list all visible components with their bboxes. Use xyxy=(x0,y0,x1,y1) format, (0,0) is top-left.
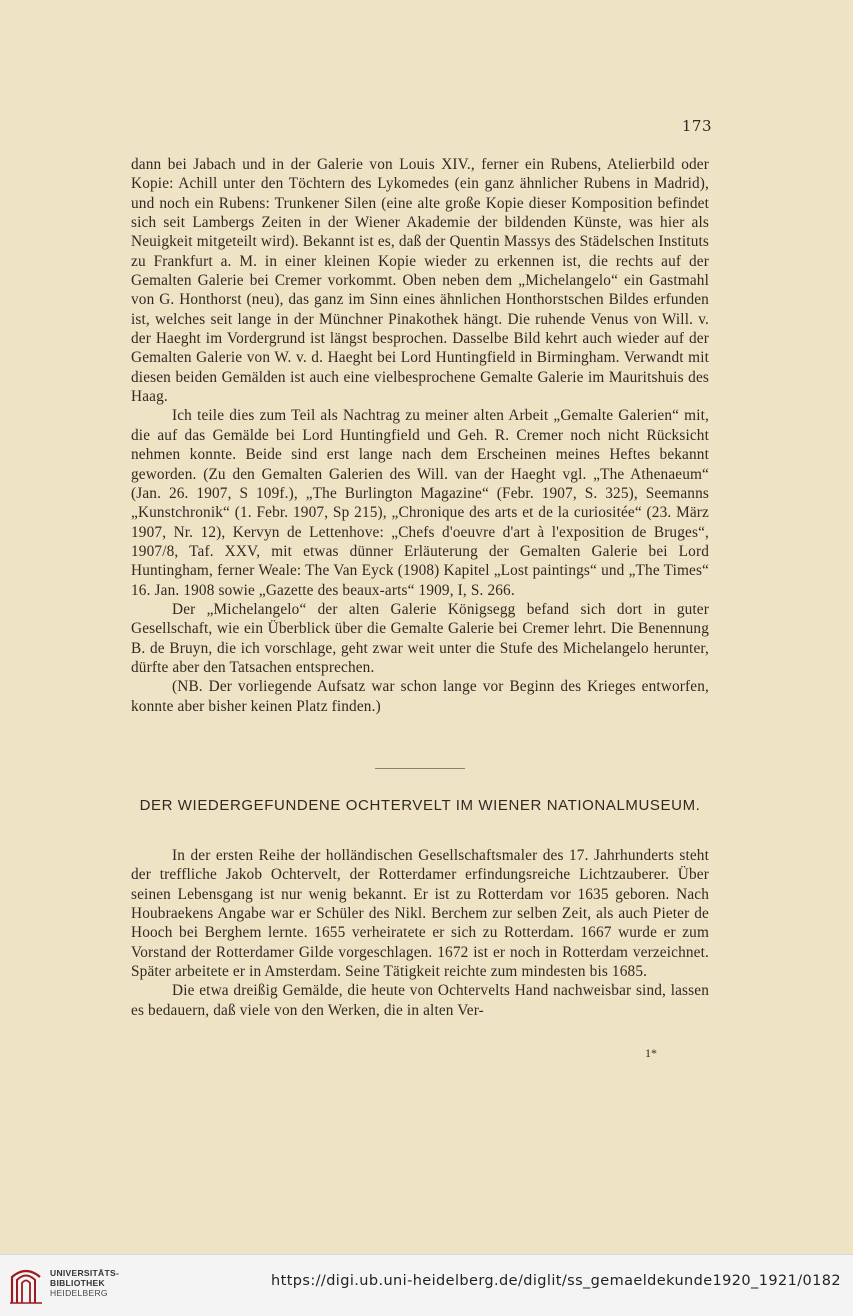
body-text-upper xyxy=(131,155,709,716)
paragraph: Die etwa dreißig Gemälde, die heute von Ochtervelts Hand nachweisbar sind, lassen es bedauern, daß viele von den Werken, die in alten Ver- xyxy=(131,982,709,1019)
paragraph: In der ersten Reihe der holländischen Gesellschaftsmaler des 17. Jahrhunderts steht der treffliche Jakob Ochtervelt, der Rotterdamer erfindungsreiche Lichtzauberer. Über seinen Lebensgang ist nur wenig bekannt. Er ist zu Rotterdam vor 1635 geboren. Nach Houbraekens Angabe war er Schüler des Nikl. Berchem zur selben Zeit, als auch Pieter de Hooch bei Berghem lernte. 1655 verheiratete er sich zu Rotterdam. 1667 wurde er zum Vorstand der Rotterdamer Gilde vorgeschlagen. 1672 ist er noch in Rotterdam verzeichnet. Später arbeitete er in Amsterdam. Seine Tätigkeit reichte zum mindesten bis 1685. xyxy=(131,847,709,981)
viewer-footer xyxy=(0,1254,853,1316)
document-url-link[interactable]: https://digi.ub.uni-heidelberg.de/diglit/ss_gemaeldekunde1920_1921/0182 xyxy=(271,1273,841,1289)
page-number: 173 xyxy=(681,117,712,135)
paragraph: dann bei Jabach und in der Galerie von Louis XIV., ferner ein Rubens, Atelierbild oder Kopie: Achill unter den Töchtern des Lykomedes (ein ganz ähnlicher Rubens in Madrid), und noch ein Rubens: Trunkener Silen (eine alte große Kopie dieser Komposition befindet sich seit Lambergs Zeiten in der Wiener Akademie der bildenden Künste, was hier als Neuigkeit mitgeteilt wird). Bekannt ist es, daß der Quentin Massys des Städelschen Instituts zu Frankfurt a. M. in einer kleinen Kopie wieder zu erkennen ist, die rechts auf der Gemalten Galerie bei Cremer vorkommt. Oben neben dem „Michelangelo“ ein Gastmahl von G. Honthorst (neu), das ganz im Sinn eines ähnlichen Honthorstschen Bildes erfunden ist, welches seit lange in der Münchner Pinakothek hängt. Die ruhende Venus von Will. v. der Haeght im Vordergrund ist längst besprochen. Dasselbe Bild kehrt auch wieder auf der Gemalten Galerie von W. v. d. Haeght bei Lord Huntingfield in Birmingham. Verwandt mit diesen beiden Gemälden ist auch eine vielbesprochene Gemalte Galerie im Mauritshuis des Haag. xyxy=(131,156,709,406)
library-name: UNIVERSITÄTS- BIBLIOTHEK HEIDELBERG xyxy=(50,1268,120,1298)
section-heading: DER WIEDERGEFUNDENE OCHTERVELT IM WIENER NATIONALMUSEUM. xyxy=(139,797,701,814)
paragraph: (NB. Der vorliegende Aufsatz war schon lange vor Beginn des Krieges entworfen, konnte aber bisher keinen Platz finden.) xyxy=(131,678,709,715)
section-divider xyxy=(375,768,465,769)
body-text-lower xyxy=(131,846,709,1020)
paragraph: Ich teile dies zum Teil als Nachtrag zu meiner alten Arbeit „Gemalte Galerien“ mit, die auf das Gemälde bei Lord Huntingfield und Geh. R. Cremer noch nicht Rücksicht nehmen konnte. Beide sind erst lange nach dem Erscheinen meines Heftes bekannt geworden. (Zu den Gemalten Galerien des Will. van der Haeght vgl. „The Athenaeum“ (Jan. 26. 1907, S 109f.), „The Burlington Magazine“ (Febr. 1907, S. 325), Seemanns „Kunstchronik“ (1. Febr. 1907, Sp 215), „Chronique des arts et de la curiositée“ (23. März 1907, Nr. 12), Kervyn de Lettenhove: „Chefs d'oeuvre d'art à l'exposition de Bruges“, 1907/8, Taf. XXV, mit etwas dünner Erläuterung der Gemalten Galerie bei Lord Huntingham, ferner Weale: The Van Eyck (1908) Kapitel „Lost paintings“ und „The Times“ 16. Jan. 1908 sowie „Gazette des beaux-arts“ 1909, I, S. 266. xyxy=(131,407,709,599)
university-logo-icon xyxy=(8,1263,44,1307)
signature-mark: 1* xyxy=(645,1046,657,1060)
paragraph: Der „Michelangelo“ der alten Galerie Königsegg befand sich dort in guter Gesellschaft, wie ein Überblick über die Gemalte Galerie bei Cremer lehrt. Die Benennung B. de Bruyn, die ich vorschlage, geht zwar weit unter die Stufe des Michelangelo herunter, dürfte aber den Tatsachen entsprechen. xyxy=(131,600,709,676)
